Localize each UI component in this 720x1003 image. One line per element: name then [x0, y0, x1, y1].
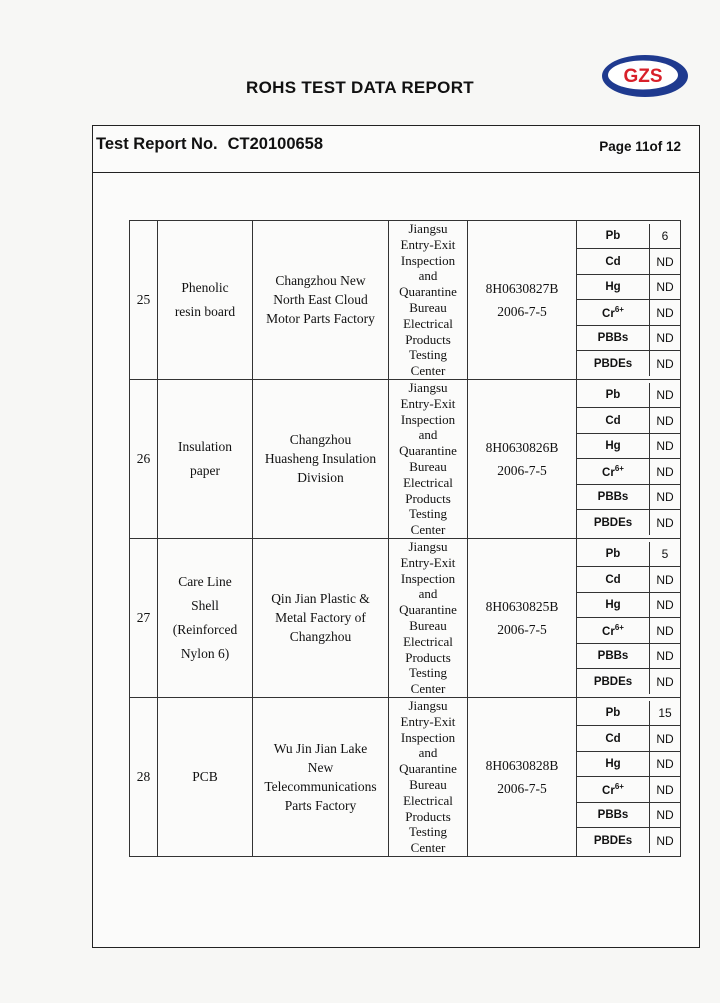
report-info [468, 379, 577, 538]
results-cell [577, 221, 681, 380]
supplier-line: Wu Jin Jian Lake [273, 740, 368, 756]
result-value: ND [650, 459, 681, 485]
result-value: ND [650, 592, 681, 618]
result-value: ND [650, 351, 681, 376]
element-name [577, 726, 650, 752]
element-symbol: Hg [605, 599, 621, 612]
part-name-line: Care Line [178, 573, 232, 589]
result-value: ND [650, 567, 681, 593]
supplier-line: Changzhou [289, 629, 352, 645]
report-id: 8H0630825B [485, 598, 559, 614]
part-name-line: paper [190, 462, 220, 478]
result-value: ND [650, 484, 681, 510]
element-symbol: PBBs [597, 650, 629, 663]
item-number: 27 [130, 538, 158, 697]
result-value: ND [650, 618, 681, 644]
testing-body-line: Quarantine [399, 602, 457, 618]
results-table [577, 701, 680, 853]
element-symbol: Pb [605, 548, 621, 561]
testing-body-line: Entry-Exit [400, 554, 456, 570]
element-symbol: Hg [605, 758, 621, 771]
result-value: ND [650, 828, 681, 853]
item-number: 26 [130, 379, 158, 538]
element-symbol: Pb [605, 230, 621, 243]
testing-body-line: Products [405, 331, 451, 347]
element-symbol: Cd [605, 255, 621, 268]
supplier-name [253, 538, 389, 697]
testing-body-line: and [418, 586, 438, 602]
supplier-name [253, 221, 389, 380]
report-info [468, 697, 577, 856]
element-symbol: Cr [602, 308, 615, 321]
part-name [158, 221, 253, 380]
result-row [577, 751, 680, 777]
element-name [577, 300, 650, 326]
testing-body-line: Electrical [403, 792, 453, 808]
element-name [577, 484, 650, 510]
element-symbol: Cd [605, 732, 621, 745]
testing-body-line: and [418, 427, 438, 443]
report-date: 2006-7-5 [497, 462, 547, 478]
result-row [577, 300, 680, 326]
result-value: ND [650, 408, 681, 434]
testing-body-line: Inspection [400, 729, 456, 745]
result-row [577, 542, 680, 567]
element-name [577, 567, 650, 593]
testing-body [389, 538, 468, 697]
element-name [577, 542, 650, 567]
result-value: ND [650, 751, 681, 777]
table-row [130, 379, 681, 538]
element-symbol: Hg [605, 281, 621, 294]
result-value: 5 [650, 542, 681, 567]
element-symbol: PBDEs [593, 357, 633, 370]
testing-body-line: Testing [408, 506, 448, 522]
report-id: 8H0630827B [485, 280, 559, 296]
element-symbol: Cr [602, 626, 615, 639]
result-value: ND [650, 726, 681, 752]
result-value: ND [650, 383, 681, 408]
testing-body-line: Entry-Exit [400, 236, 456, 252]
test-data-table [129, 220, 681, 857]
element-name [577, 274, 650, 300]
result-row [577, 567, 680, 593]
element-symbol: Pb [605, 707, 621, 720]
report-number-value: CT20100658 [227, 135, 324, 153]
element-superscript: 6+ [614, 782, 624, 792]
report-info [468, 221, 577, 380]
result-value: ND [650, 249, 681, 275]
report-id: 8H0630826B [485, 439, 559, 455]
element-symbol: Pb [605, 389, 621, 402]
element-symbol: PBBs [597, 809, 629, 822]
element-name [577, 224, 650, 249]
result-row [577, 643, 680, 669]
results-table [577, 383, 680, 535]
result-row [577, 433, 680, 459]
element-superscript: 6+ [614, 623, 624, 633]
testing-body-line: Bureau [409, 776, 447, 792]
report-number-label: Test Report No. [96, 135, 218, 153]
testing-body-line: Quarantine [399, 761, 457, 777]
element-symbol: Cd [605, 573, 621, 586]
report-id: 8H0630828B [485, 757, 559, 773]
element-name [577, 325, 650, 351]
testing-body-line: Electrical [403, 633, 453, 649]
gzs-logo [600, 52, 690, 100]
result-row [577, 669, 680, 694]
element-name [577, 701, 650, 726]
supplier-name [253, 697, 389, 856]
result-value: ND [650, 510, 681, 535]
result-row [577, 459, 680, 485]
result-value: ND [650, 643, 681, 669]
testing-body [389, 697, 468, 856]
element-symbol: Cr [602, 467, 615, 480]
result-value: ND [650, 300, 681, 326]
result-value: ND [650, 433, 681, 459]
part-name-line: Phenolic [181, 279, 229, 295]
testing-body [389, 221, 468, 380]
supplier-line: Qin Jian Plastic & [271, 591, 370, 607]
testing-body-line: Jiangsu [408, 221, 448, 236]
testing-body-line: Products [405, 808, 451, 824]
testing-body-line: Entry-Exit [400, 395, 456, 411]
element-name [577, 383, 650, 408]
result-row [577, 325, 680, 351]
testing-body-line: Products [405, 490, 451, 506]
supplier-line: New [307, 759, 334, 775]
element-name [577, 802, 650, 828]
testing-body-line: Center [410, 363, 446, 379]
table-row [130, 221, 681, 380]
element-superscript: 6+ [614, 305, 624, 315]
element-symbol: PBDEs [593, 675, 633, 688]
report-number [96, 135, 323, 154]
element-name [577, 408, 650, 434]
testing-body-line: Bureau [409, 617, 447, 633]
supplier-line: Parts Factory [284, 797, 357, 813]
part-name [158, 697, 253, 856]
testing-body-line: Entry-Exit [400, 713, 456, 729]
element-name [577, 643, 650, 669]
result-row [577, 510, 680, 535]
testing-body-line: Products [405, 649, 451, 665]
testing-body-line: Jiangsu [408, 538, 448, 554]
supplier-line: Division [297, 470, 344, 486]
result-row [577, 484, 680, 510]
testing-body-line: Inspection [400, 570, 456, 586]
element-name [577, 351, 650, 376]
element-symbol: Cr [602, 785, 615, 798]
element-name [577, 669, 650, 694]
result-value: ND [650, 669, 681, 694]
element-symbol: Hg [605, 440, 621, 453]
testing-body-line: Bureau [409, 299, 447, 315]
testing-body-line: Electrical [403, 315, 453, 331]
supplier-line: Telecommunications [264, 778, 377, 794]
result-row [577, 224, 680, 249]
supplier-line: Motor Parts Factory [266, 311, 375, 327]
testing-body-line: Testing [408, 665, 448, 681]
testing-body-line: Testing [408, 347, 448, 363]
result-row [577, 777, 680, 803]
element-superscript: 6+ [614, 464, 624, 474]
report-info [468, 538, 577, 697]
result-value: ND [650, 802, 681, 828]
result-row [577, 592, 680, 618]
element-symbol: PBBs [597, 332, 629, 345]
testing-body-line: Testing [408, 824, 448, 840]
testing-body-line: Jiangsu [408, 379, 448, 395]
result-row [577, 802, 680, 828]
testing-body [389, 379, 468, 538]
testing-body-line: and [418, 745, 438, 761]
report-date: 2006-7-5 [497, 621, 547, 637]
results-cell [577, 538, 681, 697]
page-number: Page 11of 12 [599, 139, 681, 154]
testing-body-line: Jiangsu [408, 697, 448, 713]
element-name [577, 433, 650, 459]
testing-body-line: Quarantine [399, 443, 457, 459]
element-name [577, 592, 650, 618]
result-row [577, 408, 680, 434]
supplier-line: Changzhou [289, 432, 352, 448]
report-date: 2006-7-5 [497, 780, 547, 796]
result-value: ND [650, 325, 681, 351]
results-cell [577, 697, 681, 856]
report-date: 2006-7-5 [497, 303, 547, 319]
part-name [158, 379, 253, 538]
table-row [130, 538, 681, 697]
testing-body-line: Inspection [400, 411, 456, 427]
supplier-line: Metal Factory of [275, 610, 366, 626]
supplier-line: Huasheng Insulation [264, 451, 377, 467]
testing-body-line: and [418, 268, 438, 284]
result-row [577, 618, 680, 644]
part-name-line: Nylon 6) [180, 645, 230, 661]
result-row [577, 828, 680, 853]
part-name-line: Insulation [178, 438, 232, 454]
element-name [577, 459, 650, 485]
result-value: ND [650, 274, 681, 300]
element-name [577, 777, 650, 803]
element-symbol: PBBs [597, 491, 629, 504]
element-symbol: Cd [605, 414, 621, 427]
testing-body-line: Electrical [403, 474, 453, 490]
report-header [93, 126, 699, 173]
testing-body-line: Quarantine [399, 284, 457, 300]
results-table [577, 542, 680, 694]
result-value: ND [650, 777, 681, 803]
logo-text: GZS [623, 66, 663, 87]
part-name-line: Shell [191, 597, 219, 613]
results-cell [577, 379, 681, 538]
part-name [158, 538, 253, 697]
item-number: 28 [130, 697, 158, 856]
testing-body-line: Center [410, 840, 446, 856]
result-row [577, 726, 680, 752]
supplier-line: North East Cloud [273, 292, 368, 308]
result-row [577, 701, 680, 726]
part-name-line: resin board [174, 303, 236, 319]
element-name [577, 828, 650, 853]
element-symbol: PBDEs [593, 834, 633, 847]
result-row [577, 383, 680, 408]
part-name-line: PCB [192, 768, 218, 784]
item-number: 25 [130, 221, 158, 380]
report-title: ROHS TEST DATA REPORT [246, 78, 474, 97]
testing-body-line: Inspection [400, 252, 456, 268]
supplier-name [253, 379, 389, 538]
testing-body-line: Center [410, 681, 446, 697]
part-name-line: (Reinforced [172, 621, 238, 637]
element-name [577, 618, 650, 644]
result-row [577, 351, 680, 376]
element-name [577, 510, 650, 535]
result-value: 15 [650, 701, 681, 726]
testing-body-line: Bureau [409, 458, 447, 474]
element-name [577, 249, 650, 275]
element-symbol: PBDEs [593, 516, 633, 529]
result-row [577, 274, 680, 300]
element-name [577, 751, 650, 777]
results-table [577, 224, 680, 376]
result-row [577, 249, 680, 275]
table-row [130, 697, 681, 856]
testing-body-line: Center [410, 522, 446, 538]
supplier-line: Changzhou New [275, 273, 366, 289]
result-value: 6 [650, 224, 681, 249]
